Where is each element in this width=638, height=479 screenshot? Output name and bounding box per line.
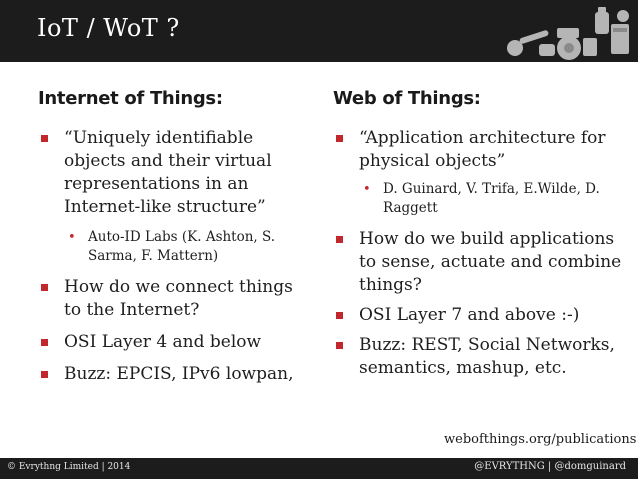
header-bar	[0, 0, 638, 62]
copyright-text: © Evrythng Limited | 2014	[7, 462, 131, 472]
bullet-square-icon	[41, 284, 48, 291]
list-item: How do we connect things to the Internet?	[38, 276, 313, 322]
iot-heading: Internet of Things:	[38, 88, 223, 109]
bullet-dot-icon: •	[68, 230, 76, 245]
iot-bullet-list	[38, 127, 313, 386]
source-link[interactable]: webofthings.org/publications	[444, 432, 637, 447]
bullet-square-icon	[41, 339, 48, 346]
list-subitem: • Auto-ID Labs (K. Ashton, S. Sarma, F. Mattern)	[68, 229, 276, 264]
list-item: OSI Layer 4 and below	[38, 331, 313, 354]
bullet-dot-icon: •	[363, 182, 371, 197]
bullet-square-icon	[336, 135, 343, 142]
slide-title: IoT / WoT ?	[37, 14, 180, 42]
web-of-things-column	[333, 88, 633, 387]
wot-heading: Web of Things:	[333, 88, 481, 109]
bullet-square-icon	[336, 236, 343, 243]
internet-of-things-column	[38, 88, 313, 395]
list-item: Buzz: EPCIS, IPv6 lowpan,	[38, 363, 313, 386]
list-item: OSI Layer 7 and above :-)	[333, 304, 633, 327]
device-silhouettes-icon	[499, 4, 634, 60]
list-item: “Application architecture for physical objects”	[333, 127, 633, 173]
list-item: “Uniquely identifiable objects and their virtual representations in an Internet-like structure”	[38, 127, 313, 219]
bullet-square-icon	[336, 342, 343, 349]
footer-bar	[0, 458, 638, 479]
social-handles-text: @EVRYTHNG | @domguinard	[474, 461, 626, 472]
list-subitem: • D. Guinard, V. Trifa, E.Wilde, D. Raggett	[363, 181, 600, 216]
bullet-square-icon	[336, 312, 343, 319]
list-item: Buzz: REST, Social Networks, semantics, mashup, etc.	[333, 334, 633, 380]
bullet-square-icon	[41, 135, 48, 142]
wot-bullet-list	[333, 127, 633, 380]
bullet-square-icon	[41, 371, 48, 378]
list-item: How do we build applications to sense, actuate and combine things?	[333, 228, 633, 297]
